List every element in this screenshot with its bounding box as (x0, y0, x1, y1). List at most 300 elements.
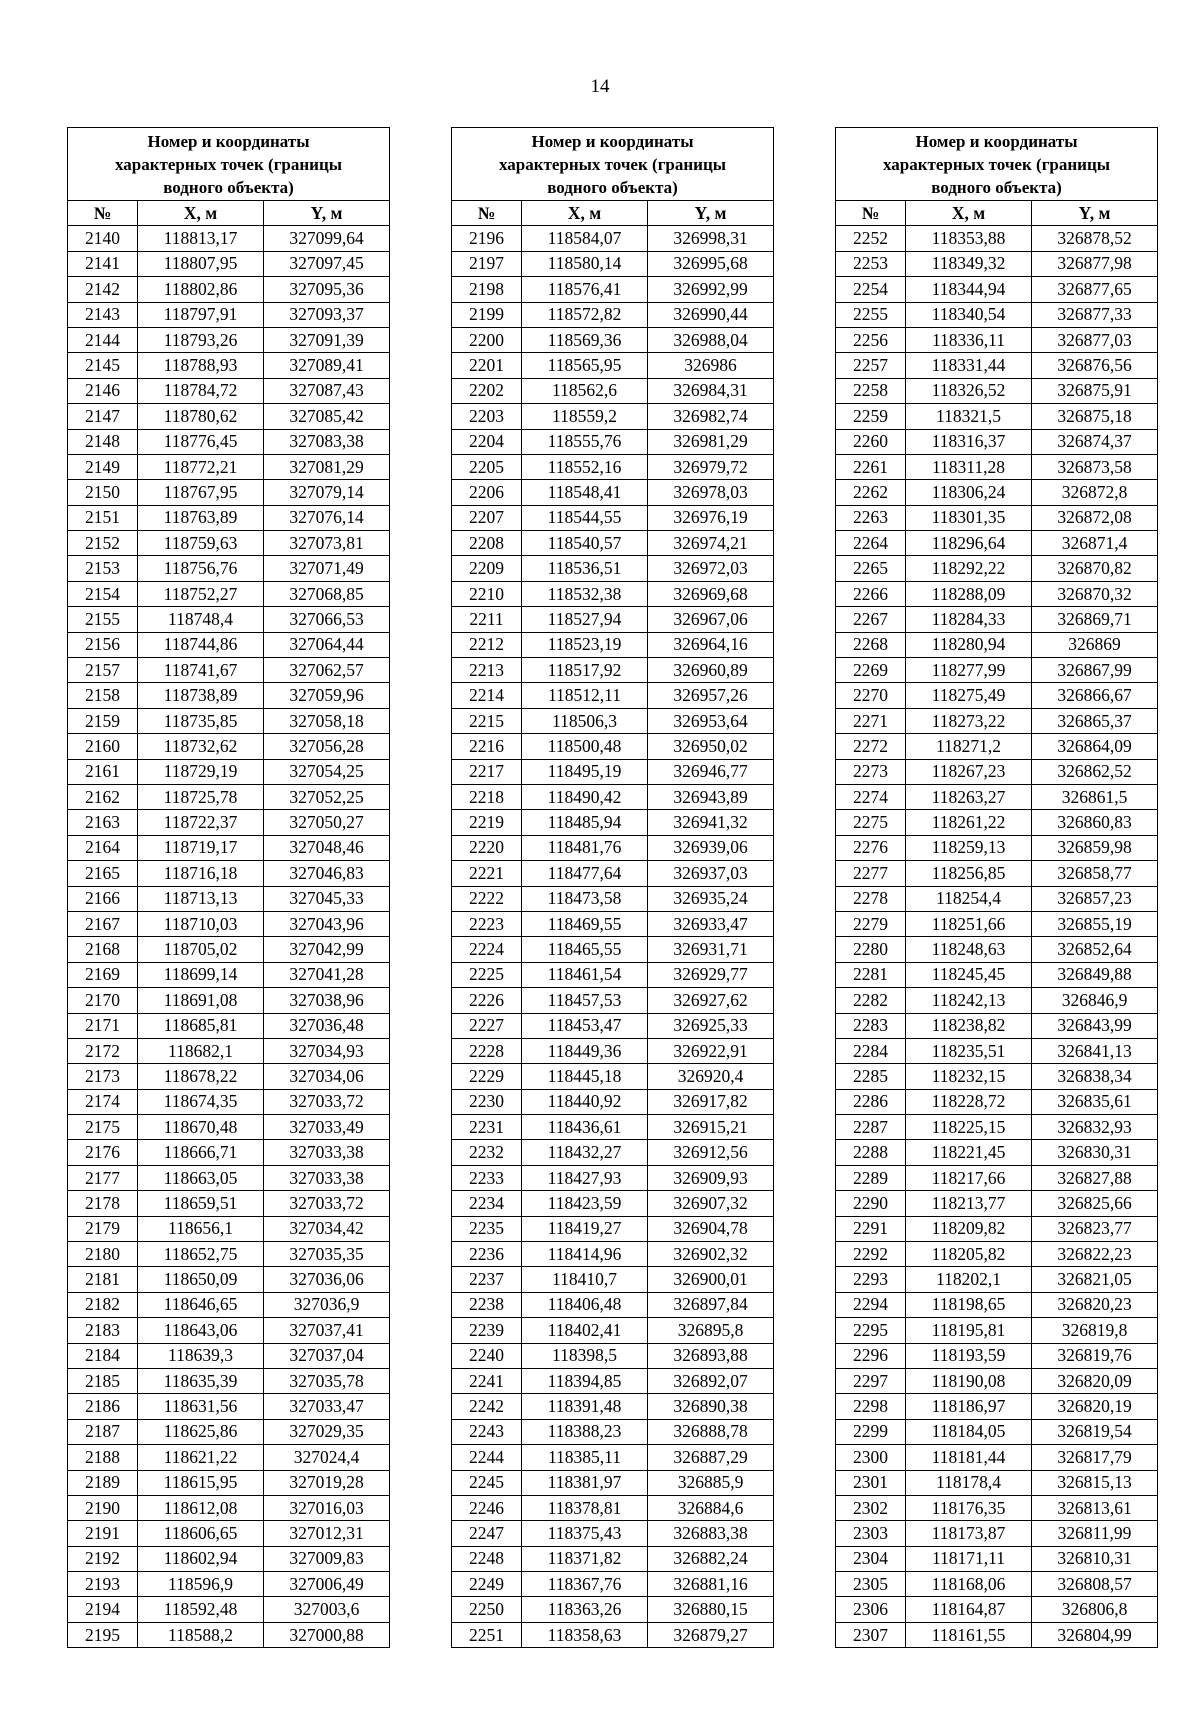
y-coordinate-cell: 326969,68 (648, 581, 774, 606)
y-coordinate-cell: 326935,24 (648, 886, 774, 911)
x-coordinate-cell: 118572,82 (522, 302, 648, 327)
table-row (452, 1064, 774, 1089)
point-number-cell: 2159 (68, 708, 138, 733)
table-row (836, 556, 1158, 581)
y-coordinate-cell: 326823,77 (1032, 1216, 1158, 1241)
x-coordinate-cell: 118195,81 (906, 1318, 1032, 1343)
y-coordinate-cell: 327033,72 (264, 1089, 390, 1114)
table-row (68, 607, 390, 632)
point-number-cell: 2161 (68, 759, 138, 784)
y-coordinate-cell: 326992,99 (648, 277, 774, 302)
x-coordinate-cell: 118506,3 (522, 708, 648, 733)
y-coordinate-cell: 326988,04 (648, 327, 774, 352)
table-row (452, 937, 774, 962)
x-coordinate-cell: 118248,63 (906, 937, 1032, 962)
y-coordinate-cell: 327087,43 (264, 378, 390, 403)
x-coordinate-cell: 118181,44 (906, 1445, 1032, 1470)
table-row (452, 1597, 774, 1622)
y-coordinate-cell: 327056,28 (264, 734, 390, 759)
x-coordinate-cell: 118173,87 (906, 1521, 1032, 1546)
point-number-cell: 2301 (836, 1470, 906, 1495)
x-coordinate-cell: 118788,93 (138, 353, 264, 378)
point-number-cell: 2165 (68, 861, 138, 886)
point-number-cell: 2148 (68, 429, 138, 454)
y-coordinate-cell: 326895,8 (648, 1318, 774, 1343)
y-coordinate-cell: 327046,83 (264, 861, 390, 886)
x-coordinate-cell: 118209,82 (906, 1216, 1032, 1241)
point-number-cell: 2247 (452, 1521, 522, 1546)
point-number-cell: 2168 (68, 937, 138, 962)
table-row (452, 810, 774, 835)
x-coordinate-cell: 118193,59 (906, 1343, 1032, 1368)
table-row (452, 1140, 774, 1165)
table-row (452, 1521, 774, 1546)
table-row (452, 327, 774, 352)
x-coordinate-cell: 118453,47 (522, 1013, 648, 1038)
point-number-cell: 2203 (452, 404, 522, 429)
table-row (452, 1292, 774, 1317)
x-coordinate-cell: 118202,1 (906, 1267, 1032, 1292)
y-coordinate-cell: 326972,03 (648, 556, 774, 581)
x-coordinate-cell: 118813,17 (138, 226, 264, 251)
y-coordinate-cell: 326860,83 (1032, 810, 1158, 835)
point-number-cell: 2192 (68, 1546, 138, 1571)
table-row (452, 759, 774, 784)
x-coordinate-cell: 118358,63 (522, 1622, 648, 1647)
x-coordinate-cell: 118744,86 (138, 632, 264, 657)
point-number-cell: 2294 (836, 1292, 906, 1317)
x-coordinate-cell: 118725,78 (138, 784, 264, 809)
y-coordinate-cell: 326881,16 (648, 1572, 774, 1597)
table-row (836, 784, 1158, 809)
point-number-cell: 2273 (836, 759, 906, 784)
table-row (452, 1115, 774, 1140)
point-number-cell: 2227 (452, 1013, 522, 1038)
x-coordinate-cell: 118552,16 (522, 454, 648, 479)
y-coordinate-cell: 326877,98 (1032, 251, 1158, 276)
x-coordinate-cell: 118465,55 (522, 937, 648, 962)
y-coordinate-cell: 326859,98 (1032, 835, 1158, 860)
point-number-cell: 2292 (836, 1242, 906, 1267)
x-coordinate-cell: 118261,22 (906, 810, 1032, 835)
table-row (836, 1343, 1158, 1368)
y-coordinate-cell: 327064,44 (264, 632, 390, 657)
y-coordinate-cell: 326885,9 (648, 1470, 774, 1495)
y-coordinate-cell: 327071,49 (264, 556, 390, 581)
table-title-line: характерных точек (границы (498, 154, 727, 174)
x-coordinate-cell: 118292,22 (906, 556, 1032, 581)
y-coordinate-cell: 326811,99 (1032, 1521, 1158, 1546)
table-row (836, 1445, 1158, 1470)
x-coordinate-cell: 118548,41 (522, 480, 648, 505)
y-coordinate-cell: 327081,29 (264, 454, 390, 479)
point-number-cell: 2150 (68, 480, 138, 505)
y-coordinate-cell: 327052,25 (264, 784, 390, 809)
table-row (836, 1038, 1158, 1063)
column-header-x: X, м (138, 201, 264, 226)
x-coordinate-cell: 118540,57 (522, 531, 648, 556)
y-coordinate-cell: 326957,26 (648, 683, 774, 708)
x-coordinate-cell: 118235,51 (906, 1038, 1032, 1063)
table-row (68, 581, 390, 606)
point-number-cell: 2278 (836, 886, 906, 911)
y-coordinate-cell: 326832,93 (1032, 1115, 1158, 1140)
table-row (68, 505, 390, 530)
table-row (836, 1394, 1158, 1419)
point-number-cell: 2141 (68, 251, 138, 276)
point-number-cell: 2299 (836, 1419, 906, 1444)
column-header-number: № (452, 201, 522, 226)
point-number-cell: 2166 (68, 886, 138, 911)
y-coordinate-cell: 326888,78 (648, 1419, 774, 1444)
x-coordinate-cell: 118705,02 (138, 937, 264, 962)
point-number-cell: 2147 (68, 404, 138, 429)
point-number-cell: 2181 (68, 1267, 138, 1292)
table-row (68, 454, 390, 479)
table-row (452, 581, 774, 606)
x-coordinate-cell: 118639,3 (138, 1343, 264, 1368)
point-number-cell: 2286 (836, 1089, 906, 1114)
point-number-cell: 2236 (452, 1242, 522, 1267)
x-coordinate-cell: 118532,38 (522, 581, 648, 606)
table-row (836, 1368, 1158, 1393)
y-coordinate-cell: 326858,77 (1032, 861, 1158, 886)
table-row (836, 277, 1158, 302)
point-number-cell: 2260 (836, 429, 906, 454)
point-number-cell: 2266 (836, 581, 906, 606)
point-number-cell: 2189 (68, 1470, 138, 1495)
x-coordinate-cell: 118592,48 (138, 1597, 264, 1622)
x-coordinate-cell: 118682,1 (138, 1038, 264, 1063)
point-number-cell: 2143 (68, 302, 138, 327)
x-coordinate-cell: 118432,27 (522, 1140, 648, 1165)
y-coordinate-cell: 327012,31 (264, 1521, 390, 1546)
x-coordinate-cell: 118495,19 (522, 759, 648, 784)
point-number-cell: 2276 (836, 835, 906, 860)
x-coordinate-cell: 118296,64 (906, 531, 1032, 556)
point-number-cell: 2211 (452, 607, 522, 632)
x-coordinate-cell: 118228,72 (906, 1089, 1032, 1114)
y-coordinate-cell: 327000,88 (264, 1622, 390, 1647)
table-row (452, 378, 774, 403)
y-coordinate-cell: 326904,78 (648, 1216, 774, 1241)
point-number-cell: 2152 (68, 531, 138, 556)
y-coordinate-cell: 326984,31 (648, 378, 774, 403)
x-coordinate-cell: 118238,82 (906, 1013, 1032, 1038)
x-coordinate-cell: 118615,95 (138, 1470, 264, 1495)
y-coordinate-cell: 327033,38 (264, 1165, 390, 1190)
x-coordinate-cell: 118612,08 (138, 1495, 264, 1520)
y-coordinate-cell: 326875,18 (1032, 404, 1158, 429)
y-coordinate-cell: 326855,19 (1032, 911, 1158, 936)
table-body (836, 226, 1158, 1648)
point-number-cell: 2163 (68, 810, 138, 835)
x-coordinate-cell: 118741,67 (138, 658, 264, 683)
point-number-cell: 2293 (836, 1267, 906, 1292)
y-coordinate-cell: 327099,64 (264, 226, 390, 251)
table-row (836, 1622, 1158, 1647)
table-row (836, 1470, 1158, 1495)
point-number-cell: 2251 (452, 1622, 522, 1647)
table-row (452, 708, 774, 733)
x-coordinate-cell: 118410,7 (522, 1267, 648, 1292)
x-coordinate-cell: 118344,94 (906, 277, 1032, 302)
point-number-cell: 2233 (452, 1165, 522, 1190)
x-coordinate-cell: 118584,07 (522, 226, 648, 251)
table-row (68, 1165, 390, 1190)
point-number-cell: 2256 (836, 327, 906, 352)
y-coordinate-cell: 326871,4 (1032, 531, 1158, 556)
table-row (68, 988, 390, 1013)
y-coordinate-cell: 327041,28 (264, 962, 390, 987)
point-number-cell: 2265 (836, 556, 906, 581)
y-coordinate-cell: 326869 (1032, 632, 1158, 657)
point-number-cell: 2267 (836, 607, 906, 632)
y-coordinate-cell: 326941,32 (648, 810, 774, 835)
point-number-cell: 2200 (452, 327, 522, 352)
point-number-cell: 2156 (68, 632, 138, 657)
table-row (68, 1394, 390, 1419)
page-number: 14 (590, 76, 610, 97)
table-row (68, 1546, 390, 1571)
y-coordinate-cell: 327073,81 (264, 531, 390, 556)
table-row (68, 911, 390, 936)
table-row (452, 353, 774, 378)
y-coordinate-cell: 327033,38 (264, 1140, 390, 1165)
table-row (836, 988, 1158, 1013)
point-number-cell: 2155 (68, 607, 138, 632)
x-coordinate-cell: 118481,76 (522, 835, 648, 860)
x-coordinate-cell: 118678,22 (138, 1064, 264, 1089)
point-number-cell: 2187 (68, 1419, 138, 1444)
y-coordinate-cell: 327079,14 (264, 480, 390, 505)
y-coordinate-cell: 326990,44 (648, 302, 774, 327)
table-row (452, 404, 774, 429)
table-row (68, 1038, 390, 1063)
table-title-line: характерных точек (границы (882, 154, 1111, 174)
table-row (452, 632, 774, 657)
x-coordinate-cell: 118767,95 (138, 480, 264, 505)
y-coordinate-cell: 326822,23 (1032, 1242, 1158, 1267)
point-number-cell: 2262 (836, 480, 906, 505)
point-number-cell: 2151 (68, 505, 138, 530)
y-coordinate-cell: 326986 (648, 353, 774, 378)
table-row (68, 251, 390, 276)
x-coordinate-cell: 118378,81 (522, 1495, 648, 1520)
y-coordinate-cell: 326967,06 (648, 607, 774, 632)
table-row (452, 226, 774, 251)
x-coordinate-cell: 118336,11 (906, 327, 1032, 352)
table-title-line: Номер и координаты (531, 131, 694, 151)
point-number-cell: 2146 (68, 378, 138, 403)
x-coordinate-cell: 118371,82 (522, 1546, 648, 1571)
table-row (68, 658, 390, 683)
point-number-cell: 2157 (68, 658, 138, 683)
table-row (452, 1343, 774, 1368)
x-coordinate-cell: 118190,08 (906, 1368, 1032, 1393)
y-coordinate-cell: 326862,52 (1032, 759, 1158, 784)
y-coordinate-cell: 326874,37 (1032, 429, 1158, 454)
point-number-cell: 2208 (452, 531, 522, 556)
table-row (68, 886, 390, 911)
y-coordinate-cell: 326998,31 (648, 226, 774, 251)
table-row (452, 1165, 774, 1190)
table-row (68, 531, 390, 556)
x-coordinate-cell: 118748,4 (138, 607, 264, 632)
x-coordinate-cell: 118523,19 (522, 632, 648, 657)
point-number-cell: 2223 (452, 911, 522, 936)
x-coordinate-cell: 118713,13 (138, 886, 264, 911)
table-row (836, 1419, 1158, 1444)
point-number-cell: 2303 (836, 1521, 906, 1546)
point-number-cell: 2199 (452, 302, 522, 327)
y-coordinate-cell: 326821,05 (1032, 1267, 1158, 1292)
x-coordinate-cell: 118670,48 (138, 1115, 264, 1140)
table-row (452, 1089, 774, 1114)
x-coordinate-cell: 118171,11 (906, 1546, 1032, 1571)
point-number-cell: 2214 (452, 683, 522, 708)
point-number-cell: 2307 (836, 1622, 906, 1647)
table-row (452, 1470, 774, 1495)
y-coordinate-cell: 326865,37 (1032, 708, 1158, 733)
y-coordinate-cell: 326846,9 (1032, 988, 1158, 1013)
y-coordinate-cell: 326912,56 (648, 1140, 774, 1165)
table-row (452, 962, 774, 987)
x-coordinate-cell: 118606,65 (138, 1521, 264, 1546)
point-number-cell: 2235 (452, 1216, 522, 1241)
point-number-cell: 2290 (836, 1191, 906, 1216)
x-coordinate-cell: 118663,05 (138, 1165, 264, 1190)
table-row (68, 962, 390, 987)
point-number-cell: 2228 (452, 1038, 522, 1063)
y-coordinate-cell: 326900,01 (648, 1267, 774, 1292)
y-coordinate-cell: 326864,09 (1032, 734, 1158, 759)
point-number-cell: 2284 (836, 1038, 906, 1063)
y-coordinate-cell: 327059,96 (264, 683, 390, 708)
point-number-cell: 2220 (452, 835, 522, 860)
y-coordinate-cell: 326981,29 (648, 429, 774, 454)
x-coordinate-cell: 118797,91 (138, 302, 264, 327)
table-row (836, 226, 1158, 251)
x-coordinate-cell: 118719,17 (138, 835, 264, 860)
x-coordinate-cell: 118461,54 (522, 962, 648, 987)
table-row (452, 1445, 774, 1470)
point-number-cell: 2287 (836, 1115, 906, 1140)
y-coordinate-cell: 327091,39 (264, 327, 390, 352)
point-number-cell: 2171 (68, 1013, 138, 1038)
table-row (68, 1495, 390, 1520)
x-coordinate-cell: 118752,27 (138, 581, 264, 606)
x-coordinate-cell: 118759,63 (138, 531, 264, 556)
x-coordinate-cell: 118784,72 (138, 378, 264, 403)
point-number-cell: 2144 (68, 327, 138, 352)
y-coordinate-cell: 326867,99 (1032, 658, 1158, 683)
table-row (68, 937, 390, 962)
coordinates-table-2 (451, 127, 774, 1648)
table-row (452, 1572, 774, 1597)
y-coordinate-cell: 326976,19 (648, 505, 774, 530)
y-coordinate-cell: 326925,33 (648, 1013, 774, 1038)
y-coordinate-cell: 326953,64 (648, 708, 774, 733)
x-coordinate-cell: 118427,93 (522, 1165, 648, 1190)
table-row (452, 683, 774, 708)
x-coordinate-cell: 118527,94 (522, 607, 648, 632)
x-coordinate-cell: 118340,54 (906, 302, 1032, 327)
point-number-cell: 2164 (68, 835, 138, 860)
y-coordinate-cell: 326810,31 (1032, 1546, 1158, 1571)
x-coordinate-cell: 118245,45 (906, 962, 1032, 987)
x-coordinate-cell: 118756,76 (138, 556, 264, 581)
x-coordinate-cell: 118625,86 (138, 1419, 264, 1444)
table-row (836, 1013, 1158, 1038)
point-number-cell: 2234 (452, 1191, 522, 1216)
x-coordinate-cell: 118565,95 (522, 353, 648, 378)
point-number-cell: 2230 (452, 1089, 522, 1114)
table-row (68, 556, 390, 581)
point-number-cell: 2178 (68, 1191, 138, 1216)
point-number-cell: 2186 (68, 1394, 138, 1419)
point-number-cell: 2221 (452, 861, 522, 886)
y-coordinate-cell: 326838,34 (1032, 1064, 1158, 1089)
point-number-cell: 2177 (68, 1165, 138, 1190)
x-coordinate-cell: 118306,24 (906, 480, 1032, 505)
point-number-cell: 2185 (68, 1368, 138, 1393)
table-row (836, 632, 1158, 657)
table-row (68, 404, 390, 429)
column-header-x: X, м (522, 201, 648, 226)
point-number-cell: 2232 (452, 1140, 522, 1165)
table-title-line: водного объекта) (931, 177, 1062, 197)
table-row (68, 1470, 390, 1495)
table-row (836, 1140, 1158, 1165)
x-coordinate-cell: 118602,94 (138, 1546, 264, 1571)
y-coordinate-cell: 327033,47 (264, 1394, 390, 1419)
x-coordinate-cell: 118485,94 (522, 810, 648, 835)
x-coordinate-cell: 118176,35 (906, 1495, 1032, 1520)
point-number-cell: 2162 (68, 784, 138, 809)
table-row (836, 302, 1158, 327)
x-coordinate-cell: 118802,86 (138, 277, 264, 302)
x-coordinate-cell: 118666,71 (138, 1140, 264, 1165)
point-number-cell: 2153 (68, 556, 138, 581)
point-number-cell: 2279 (836, 911, 906, 936)
table-row (68, 353, 390, 378)
y-coordinate-cell: 326843,99 (1032, 1013, 1158, 1038)
table-row (836, 581, 1158, 606)
point-number-cell: 2194 (68, 1597, 138, 1622)
x-coordinate-cell: 118776,45 (138, 429, 264, 454)
point-number-cell: 2215 (452, 708, 522, 733)
y-coordinate-cell: 326820,09 (1032, 1368, 1158, 1393)
y-coordinate-cell: 326964,16 (648, 632, 774, 657)
y-coordinate-cell: 326808,57 (1032, 1572, 1158, 1597)
y-coordinate-cell: 326907,32 (648, 1191, 774, 1216)
x-coordinate-cell: 118500,48 (522, 734, 648, 759)
x-coordinate-cell: 118652,75 (138, 1242, 264, 1267)
table-title-line: Номер и координаты (147, 131, 310, 151)
point-number-cell: 2210 (452, 581, 522, 606)
point-number-cell: 2243 (452, 1419, 522, 1444)
x-coordinate-cell: 118275,49 (906, 683, 1032, 708)
y-coordinate-cell: 327068,85 (264, 581, 390, 606)
table-row (836, 505, 1158, 530)
y-coordinate-cell: 327037,41 (264, 1318, 390, 1343)
table-row (836, 1521, 1158, 1546)
table-row (836, 404, 1158, 429)
x-coordinate-cell: 118259,13 (906, 835, 1032, 860)
point-number-cell: 2261 (836, 454, 906, 479)
x-coordinate-cell: 118559,2 (522, 404, 648, 429)
